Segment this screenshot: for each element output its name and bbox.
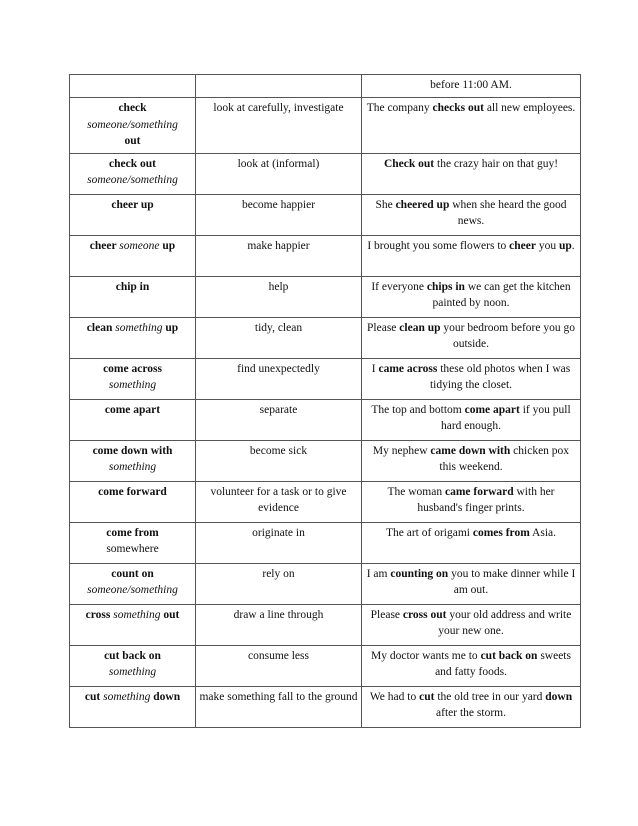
meaning-cell (196, 75, 362, 98)
table-row (70, 194, 581, 235)
phrasal-verb-cell (70, 686, 196, 727)
example-segment: We had to (369, 690, 420, 703)
example-cell (362, 522, 581, 563)
example-segment: up (558, 239, 572, 252)
meaning-cell: find unexpectedly (196, 358, 362, 399)
example-cell (362, 235, 581, 276)
verb-segment: cross (85, 608, 114, 621)
phrasal-verb-table (69, 74, 581, 728)
example-segment: come apart (464, 403, 520, 416)
meaning-cell: originate in (196, 522, 362, 563)
verb-segment: something (103, 690, 151, 703)
meaning-cell: become happier (196, 194, 362, 235)
example-segment: the crazy hair on that guy! (434, 157, 559, 170)
table-row (70, 604, 581, 645)
example-segment: My doctor wants me to (371, 649, 481, 662)
example-segment: you to make dinner while I am out. (448, 567, 576, 596)
verb-segment: down (150, 690, 181, 703)
example-cell (362, 194, 581, 235)
meaning-cell: look at carefully, investigate (196, 98, 362, 154)
example-segment: cut back on (480, 649, 538, 662)
example-segment: The art of origami (385, 526, 473, 539)
verb-segment: cut (84, 690, 104, 703)
verb-segment: something (108, 666, 157, 678)
example-segment: Asia. (529, 526, 556, 539)
example-cell (362, 75, 581, 98)
meaning-cell: tidy, clean (196, 317, 362, 358)
phrasal-verb-cell (70, 98, 196, 154)
meaning-cell: look at (informal) (196, 153, 362, 194)
example-segment: cheered up (395, 198, 450, 211)
example-segment: If everyone (371, 280, 427, 293)
verb-segment: somewhere (106, 543, 159, 555)
example-cell (362, 153, 581, 194)
table-row (70, 686, 581, 727)
phrasal-verb-cell (70, 276, 196, 317)
verb-segment: check out (109, 157, 156, 170)
verb-segment: chip in (115, 280, 150, 293)
verb-segment: something (115, 321, 163, 334)
example-segment: before 11:00 AM. (430, 79, 512, 91)
example-segment: you (535, 239, 559, 252)
example-segment: came down with (430, 444, 511, 457)
phrasal-verb-cell (70, 563, 196, 604)
verb-segment: cheer (89, 239, 120, 252)
example-segment: comes from (472, 526, 530, 539)
meaning-cell: help (196, 276, 362, 317)
table-row (70, 358, 581, 399)
example-cell (362, 98, 581, 154)
phrasal-verb-cell (70, 440, 196, 481)
example-cell (362, 399, 581, 440)
example-segment: clean up (399, 321, 441, 334)
phrasal-verb-cell (70, 645, 196, 686)
example-segment: She (375, 198, 396, 211)
example-cell (362, 481, 581, 522)
verb-segment: cheer up (111, 198, 154, 211)
verb-segment: come forward (98, 485, 167, 498)
verb-segment: cut back on (104, 649, 161, 662)
verb-segment: come apart (104, 403, 161, 416)
table-row (70, 522, 581, 563)
example-segment: when she heard the good news. (449, 198, 567, 227)
verb-segment: out (124, 135, 141, 147)
table-row (70, 563, 581, 604)
table-row (70, 235, 581, 276)
verb-segment: come across (103, 362, 162, 375)
meaning-cell: volunteer for a task or to give evidence (196, 481, 362, 522)
table-row (70, 75, 581, 98)
example-segment: Please (367, 321, 400, 334)
example-segment: Check out (383, 157, 435, 170)
example-segment: chicken pox this weekend. (439, 444, 570, 473)
verb-segment: someone/something (87, 174, 178, 186)
example-segment: I brought you some flowers to (367, 239, 510, 252)
example-segment: cheer (509, 239, 536, 252)
example-segment: all new employees. (483, 102, 576, 114)
example-segment: I am (366, 567, 391, 580)
meaning-cell: make something fall to the ground (196, 686, 362, 727)
example-segment: My nephew (372, 444, 431, 457)
table-row (70, 399, 581, 440)
table-row (70, 276, 581, 317)
meaning-cell: become sick (196, 440, 362, 481)
example-cell (362, 317, 581, 358)
verb-segment: clean (86, 321, 116, 334)
phrasal-verb-cell (70, 481, 196, 522)
example-segment: I (371, 362, 379, 375)
example-cell (362, 604, 581, 645)
table-row (70, 440, 581, 481)
example-segment: these old photos when I was tidying the closet. (429, 362, 571, 391)
example-segment: checks out (432, 102, 484, 114)
example-segment: counting on (390, 567, 449, 580)
table-row (70, 317, 581, 358)
phrasal-verb-cell (70, 235, 196, 276)
verb-segment: something (113, 608, 161, 621)
example-segment: if you pull hard enough. (440, 403, 571, 432)
verb-segment: something (108, 461, 157, 473)
example-segment: Please (370, 608, 403, 621)
verb-segment: up (162, 321, 179, 334)
example-segment: the old tree in our yard (434, 690, 546, 703)
phrasal-verb-cell (70, 153, 196, 194)
example-segment: after the storm. (436, 707, 506, 719)
table-row (70, 645, 581, 686)
verb-segment: count on (111, 567, 154, 580)
example-segment: cross out (402, 608, 447, 621)
meaning-cell: separate (196, 399, 362, 440)
example-cell (362, 276, 581, 317)
phrasal-verb-cell (70, 522, 196, 563)
verb-segment: someone/something (87, 584, 178, 596)
phrasal-verb-cell (70, 399, 196, 440)
verb-segment: up (159, 239, 176, 252)
table-row (70, 98, 581, 154)
example-segment: we can get the kitchen painted by noon. (432, 280, 571, 309)
example-segment: The company (366, 102, 433, 114)
phrasal-verb-cell (70, 604, 196, 645)
table-body (70, 75, 581, 728)
meaning-cell: rely on (196, 563, 362, 604)
verb-segment: check (118, 102, 147, 114)
example-segment: came across (378, 362, 438, 375)
example-cell (362, 358, 581, 399)
example-segment: your old address and write your new one. (438, 608, 572, 637)
example-segment: The woman (387, 485, 445, 498)
example-cell (362, 440, 581, 481)
verb-segment: something (108, 379, 157, 391)
example-segment: chips in (426, 280, 465, 293)
verb-segment: come from (106, 526, 159, 539)
meaning-cell: draw a line through (196, 604, 362, 645)
phrasal-verb-cell (70, 317, 196, 358)
example-segment: came forward (444, 485, 514, 498)
example-cell (362, 645, 581, 686)
example-segment: . (571, 239, 575, 252)
verb-segment: come down with (92, 444, 173, 457)
phrasal-verb-cell (70, 75, 196, 98)
table-row (70, 481, 581, 522)
example-cell (362, 686, 581, 727)
meaning-cell: consume less (196, 645, 362, 686)
verb-segment: out (160, 608, 180, 621)
phrasal-verb-cell (70, 194, 196, 235)
example-cell (362, 563, 581, 604)
example-segment: The top and bottom (371, 403, 465, 416)
verb-segment: someone (119, 239, 160, 252)
example-segment: down (545, 690, 573, 703)
phrasal-verb-cell (70, 358, 196, 399)
example-segment: with her husband's finger prints. (417, 485, 555, 514)
table-row (70, 153, 581, 194)
verb-segment: someone/something (87, 118, 178, 131)
meaning-cell: make happier (196, 235, 362, 276)
example-segment: your bedroom before you go outside. (440, 321, 575, 350)
example-segment: sweets and fatty foods. (435, 649, 571, 678)
example-segment: cut (419, 690, 435, 703)
